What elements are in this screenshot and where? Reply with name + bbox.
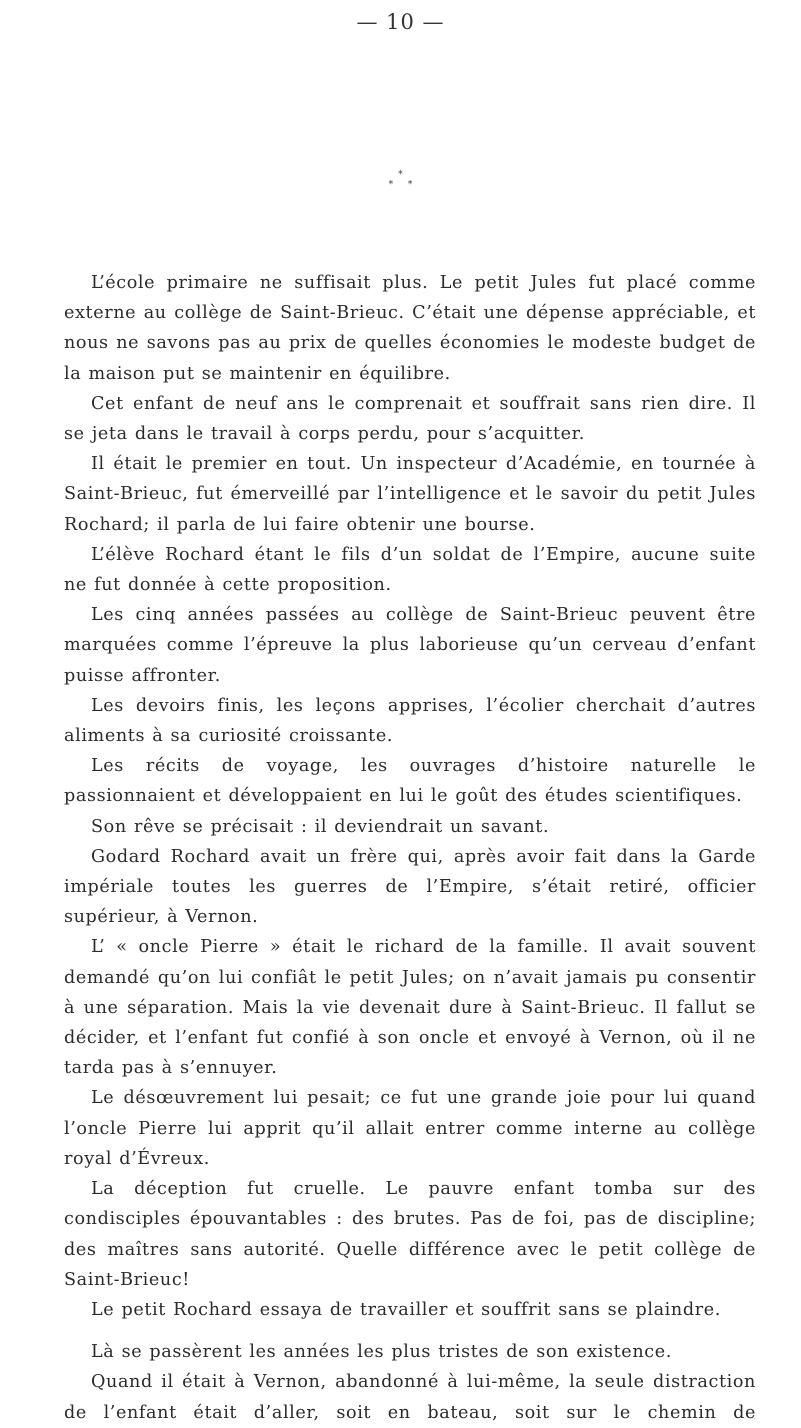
paragraph: Les cinq années passées au collège de Saint-Brieuc peuvent être marquées comme l’épreuve la plus laborieuse qu’un cerveau d’enfant puisse affronter. (64, 605, 756, 686)
paragraph: Le désœuvrement lui pesait; ce fut une grande joie pour lui quand l’oncle Pierre lui apprit qu’il allait entrer comme interne au collège royal d’Évreux. (64, 1088, 756, 1169)
body-text (64, 268, 756, 1428)
paragraph: L’élève Rochard étant le fils d’un soldat de l’Empire, aucune suite ne fut donnée à cette proposition. (64, 544, 756, 596)
ornament-star-top: * (398, 170, 403, 180)
paragraph: Le petit Rochard essaya de travailler et souffrit sans se plaindre. (91, 1299, 721, 1320)
paragraph: Cet enfant de neuf ans le comprenait et souffrait sans rien dire. Il se jeta dans le travail à corps perdu, pour s’acquitter. (64, 393, 756, 445)
paragraph: Godard Rochard avait un frère qui, après avoir fait dans la Garde impériale toutes les guerres de l’Empire, s’était retiré, officier supérieur, à Vernon. (64, 846, 756, 928)
paragraph: L’école primaire ne suffisait plus. Le petit Jules fut placé comme externe au collège de Saint-Brieuc. C’était une dépense appréciable, et nous ne savons pas au prix de quelles économies le modeste budget de la maison put se maintenir en équilibre. (64, 273, 756, 384)
paragraph: Les récits de voyage, les ouvrages d’histoire naturelle le passionnaient et développaient en lui le goût des études scientifiques. (64, 756, 756, 807)
ornament-star-bottom: * * (388, 180, 419, 190)
paragraph: La déception fut cruelle. Le pauvre enfant tomba sur des condisciples épouvantables : des brutes. Pas de foi, pas de discipline; des maîtres sans autorité. Quelle différence avec le petit collège de Saint-Brieuc! (64, 1179, 756, 1290)
page-number: — 10 — (356, 10, 445, 34)
paragraph: L’ « oncle Pierre » était le richard de la famille. Il avait souvent demandé qu’on lui confiât le petit Jules; on n’avait jamais pu consentir à une séparation. Mais la vie devenait dure à Saint-Brieuc. Il fallut se décider, et l’enfant fut confié à son oncle et envoyé à Vernon, où il ne tarda pas à s’ennuyer. (64, 937, 756, 1079)
paragraph: Il était le premier en tout. Un inspecteur d’Académie, en tournée à Saint-Brieuc, fut émerveillé par l’intelligence et le savoir du petit Jules Rochard; il parla de lui faire obtenir une bourse. (64, 454, 756, 535)
paragraph: Quand il était à Vernon, abandonné à lui-même, la seule distraction de l’enfant était d’aller, soit en bateau, soit sur le chemin de (64, 1372, 756, 1423)
paragraph: Son rêve se précisait : il deviendrait un savant. (91, 816, 550, 837)
paragraph: Les devoirs finis, les leçons apprises, l’écolier cherchait d’autres aliments à sa curiosité croissante. (64, 695, 756, 747)
paragraph: Là se passèrent les années les plus tristes de son existence. (91, 1342, 672, 1363)
section-ornament (0, 170, 801, 190)
